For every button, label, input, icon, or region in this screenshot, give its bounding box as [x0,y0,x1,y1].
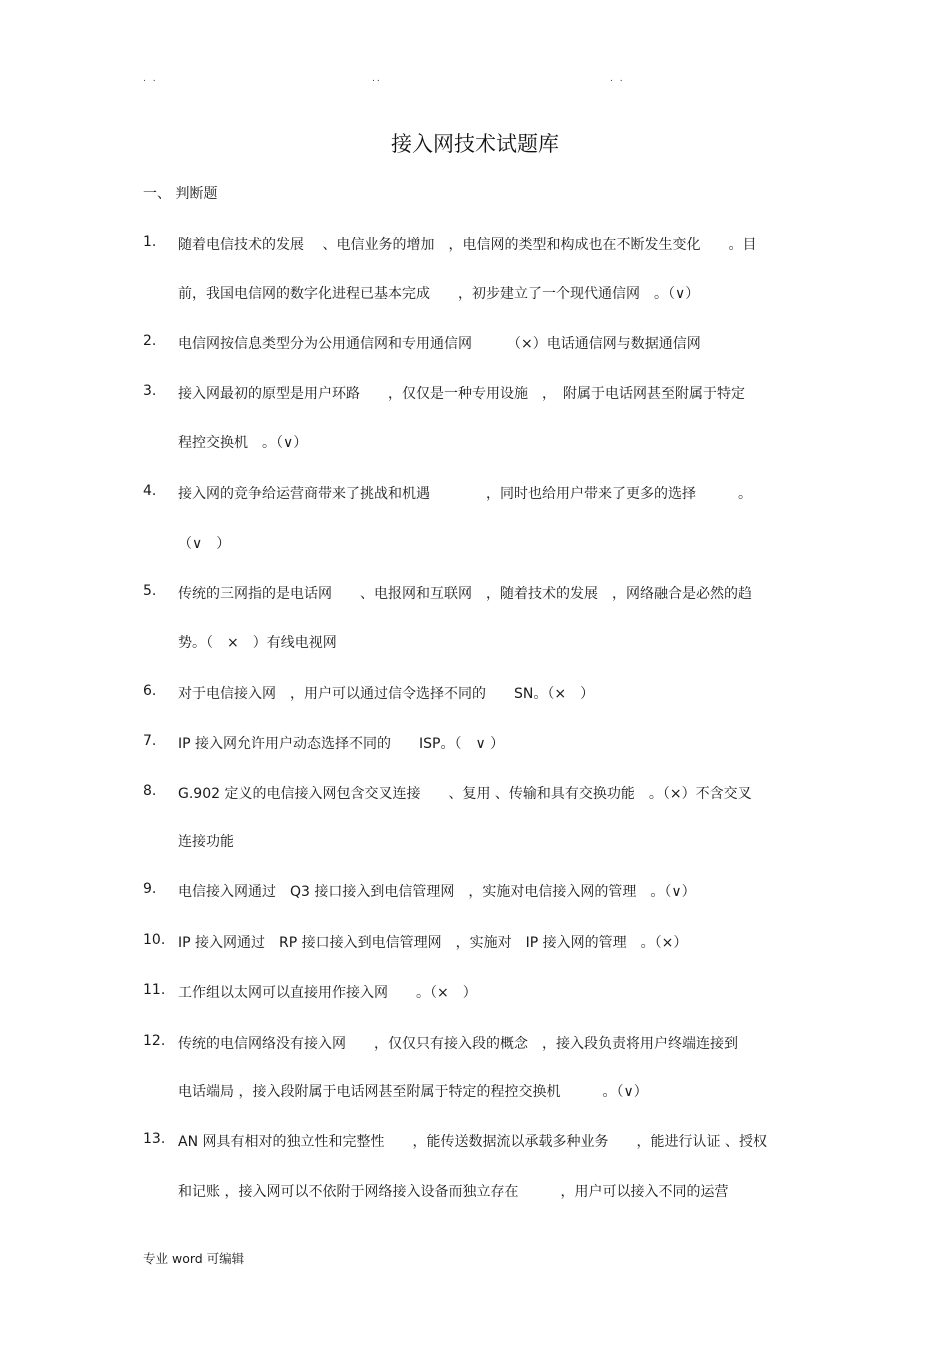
question-text: AN 网具有相对的独立性和完整性 ，能传送数据流以承载多种业务 ，能进行认证 、授权 [178,1134,767,1150]
question-text: 电话端局 ，接入段附属于电话网甚至附属于特定的程控交换机 。（∨） [178,1084,648,1100]
question-text: 程控交换机 。（∨） [178,435,308,451]
question-text: （∨ ） [178,536,231,552]
question-text: 对于电信接入网 ，用户可以通过信令选择不同的 SN。（× ） [178,686,595,702]
question-number: 11. [143,982,166,998]
question-number: 12. [143,1033,166,1049]
question-number: 1. [143,234,157,250]
question-text: 传统的电信网络没有接入网 ，仅仅只有接入段的概念 ，接入段负责将用户终端连接到 [178,1036,738,1052]
question-text: 连接功能 [178,834,234,850]
question-text: IP 接入网通过 RP 接口接入到电信管理网 ，实施对 IP 接入网的管理 。（×） [178,935,688,951]
question-text: 势。（ × ）有线电视网 [178,635,337,651]
page-title: 接入网技术试题库 [391,132,559,156]
header-dots-center: .. [372,74,382,84]
question-number: 7. [143,733,157,749]
question-number: 5. [143,583,157,599]
question-text: 工作组以太网可以直接用作接入网 。（× ） [178,985,477,1001]
question-text: 前，我国电信网的数字化进程已基本完成 ，初步建立了一个现代通信网 。（∨） [178,286,700,302]
footer-note: 专业 word 可编辑 [143,1251,245,1266]
question-number: 8. [143,783,157,799]
question-text: 接入网最初的原型是用户环路 ，仅仅是一种专用设施 ， 附属于电话网甚至附属于特定 [178,386,745,402]
question-text: 电信接入网通过 Q3 接口接入到电信管理网 ，实施对电信接入网的管理 。（∨） [178,884,696,900]
question-text: 接入网的竞争给运营商带来了挑战和机遇 ，同时也给用户带来了更多的选择 。 [178,486,752,502]
question-text: 随着电信技术的发展 、电信业务的增加 ，电信网的类型和构成也在不断发生变化 。目 [178,237,757,253]
question-number: 3. [143,383,157,399]
question-number: 13. [143,1131,166,1147]
question-number: 4. [143,483,157,499]
question-text: 电信网按信息类型分为公用通信网和专用通信网 （×）电话通信网与数据通信网 [178,336,701,352]
question-number: 10. [143,932,166,948]
question-text: IP 接入网允许用户动态选择不同的 ISP。（ ∨ ） [178,736,505,752]
header-dots-right: . . [610,74,625,84]
question-text: 传统的三网指的是电话网 、电报网和互联网 ，随着技术的发展 ，网络融合是必然的趋 [178,586,752,602]
question-number: 9. [143,881,157,897]
question-number: 6. [143,683,157,699]
question-number: 2. [143,333,157,349]
question-text: G.902 定义的电信接入网包含交叉连接 、复用 、传输和具有交换功能 。（×）不含交叉 [178,786,752,802]
header-dots-left: . . [143,74,158,84]
section-heading: 一、 判断题 [143,186,218,202]
question-text: 和记账 ，接入网可以不依附于网络接入设备而独立存在 ，用户可以接入不同的运营 [178,1184,729,1200]
